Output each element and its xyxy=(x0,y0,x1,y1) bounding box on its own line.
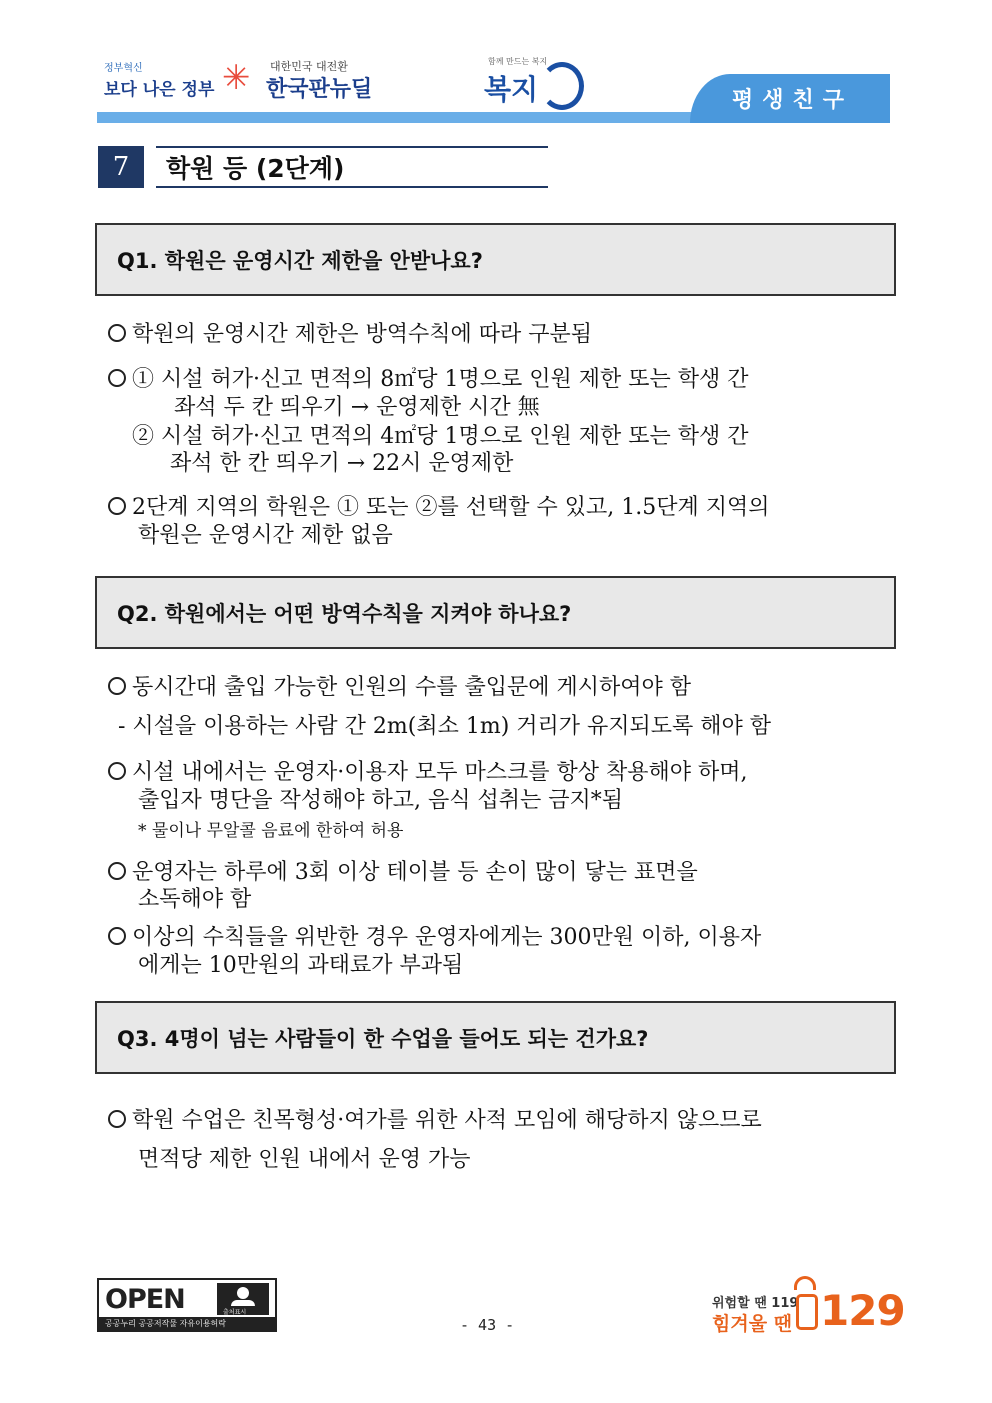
bullet-circle-icon xyxy=(108,762,126,780)
bullet-circle-icon xyxy=(108,927,126,945)
bullet-circle-icon xyxy=(108,369,126,387)
q2-line-7: 이상의 수칙들을 위반한 경우 운영자에게는 300만원 이하, 이용자 xyxy=(108,920,761,951)
q1-line-7: 학원은 운영시간 제한 없음 xyxy=(138,523,393,548)
q2-footnote: * 물이나 무알콜 음료에 한하여 허용 xyxy=(138,821,404,841)
attribution-text: 출처표시 xyxy=(223,1309,247,1316)
q1-line-5: 좌석 한 칸 띄우기 → 22시 운영제한 xyxy=(170,451,514,476)
section-title: 학원 등 (2단계) xyxy=(166,154,345,183)
header-tab-label: 평생친구 xyxy=(732,88,854,113)
hotline-number: 129 xyxy=(820,1286,905,1335)
gov-logo-small-text: 정부혁신 xyxy=(104,63,143,74)
page-number: - 43 - xyxy=(460,1316,515,1334)
q1-line-1: 학원의 운영시간 제한은 방역수칙에 따라 구분됨 xyxy=(108,317,592,348)
question-box-q1 xyxy=(95,223,896,296)
bullet-circle-icon xyxy=(108,324,126,342)
q3-line-1: 학원 수업은 친목형성·여가를 위한 사적 모임에 해당하지 않으므로 xyxy=(108,1103,762,1134)
gov-innovation-logo xyxy=(104,56,215,108)
new-deal-small-text: 대한민국 대전환 xyxy=(270,60,348,73)
q2-line-8: 에게는 10만원의 과태료가 부과됨 xyxy=(138,953,464,978)
welfare-logo-small-text: 함께 만드는 복지 xyxy=(488,57,548,66)
q2-line-3: 시설 내에서는 운영자·이용자 모두 마스크를 항상 착용해야 하며, xyxy=(108,755,748,786)
bullet-circle-icon xyxy=(108,1110,126,1128)
open-license-strip xyxy=(99,1317,275,1330)
q2-line-5: 운영자는 하루에 3회 이상 테이블 등 손이 많이 닿는 표면을 xyxy=(108,855,698,886)
q2-line-4: 출입자 명단을 작성해야 하고, 음식 섭취는 금지*됨 xyxy=(138,788,623,813)
q3-line-2: 면적당 제한 인원 내에서 운영 가능 xyxy=(138,1147,471,1172)
attribution-icon xyxy=(217,1283,269,1315)
question-box-q3 xyxy=(95,1001,896,1074)
new-deal-star-icon: ✳ xyxy=(222,58,251,98)
korean-new-deal-logo xyxy=(222,58,372,108)
question-q3: Q3. 4명이 넘는 사람들이 한 수업을 들어도 되는 건가요? xyxy=(117,1027,649,1051)
q1-line-3: 좌석 두 칸 띄우기 → 운영제한 시간 無 xyxy=(174,395,540,420)
q2-line-1: 동시간대 출입 가능한 인원의 수를 출입문에 게시하여야 함 xyxy=(108,670,691,701)
bullet-circle-icon xyxy=(108,677,126,695)
gov-logo-big-text: 보다 나은 정부 xyxy=(104,80,215,100)
q1-line-2: ① 시설 허가·신고 면적의 8㎡당 1명으로 인원 제한 또는 학생 간 xyxy=(108,362,748,393)
hotline-129-logo xyxy=(710,1276,905,1336)
q1-line-6: 2단계 지역의 학원은 ① 또는 ②를 선택할 수 있고, 1.5단계 지역의 xyxy=(108,490,769,521)
question-q2: Q2. 학원에서는 어떤 방역수칙을 지켜야 하나요? xyxy=(117,602,572,626)
phone-icon xyxy=(796,1294,818,1330)
question-q1: Q1. 학원은 운영시간 제한을 안받나요? xyxy=(117,249,483,273)
hotline-line2: 힘겨울 땐 xyxy=(712,1313,793,1335)
section-number: 7 xyxy=(98,146,144,188)
hotline-line1: 위험할 땐 119 xyxy=(712,1296,799,1311)
open-label: OPEN xyxy=(105,1284,185,1315)
welfare-logo-big-text: 복지 xyxy=(484,73,539,106)
q2-line-6: 소독해야 함 xyxy=(138,887,252,912)
header-tab xyxy=(690,74,890,123)
question-box-q2 xyxy=(95,576,896,649)
q2-line-2: - 시설을 이용하는 사람 간 2m(최소 1m) 거리가 유지되도록 해야 함 xyxy=(118,714,772,739)
welfare-ring-icon xyxy=(540,62,584,110)
bullet-circle-icon xyxy=(108,497,126,515)
new-deal-big-text: 한국판뉴딜 xyxy=(266,77,373,102)
bullet-circle-icon xyxy=(108,862,126,880)
signal-wave-icon xyxy=(794,1276,816,1290)
welfare-logo xyxy=(482,54,582,108)
open-license-text: 공공누리 공공저작물 자유이용허락 xyxy=(105,1319,227,1328)
q1-line-4: ② 시설 허가·신고 면적의 4㎡당 1명으로 인원 제한 또는 학생 간 xyxy=(132,424,749,449)
kogl-open-logo xyxy=(97,1278,277,1332)
